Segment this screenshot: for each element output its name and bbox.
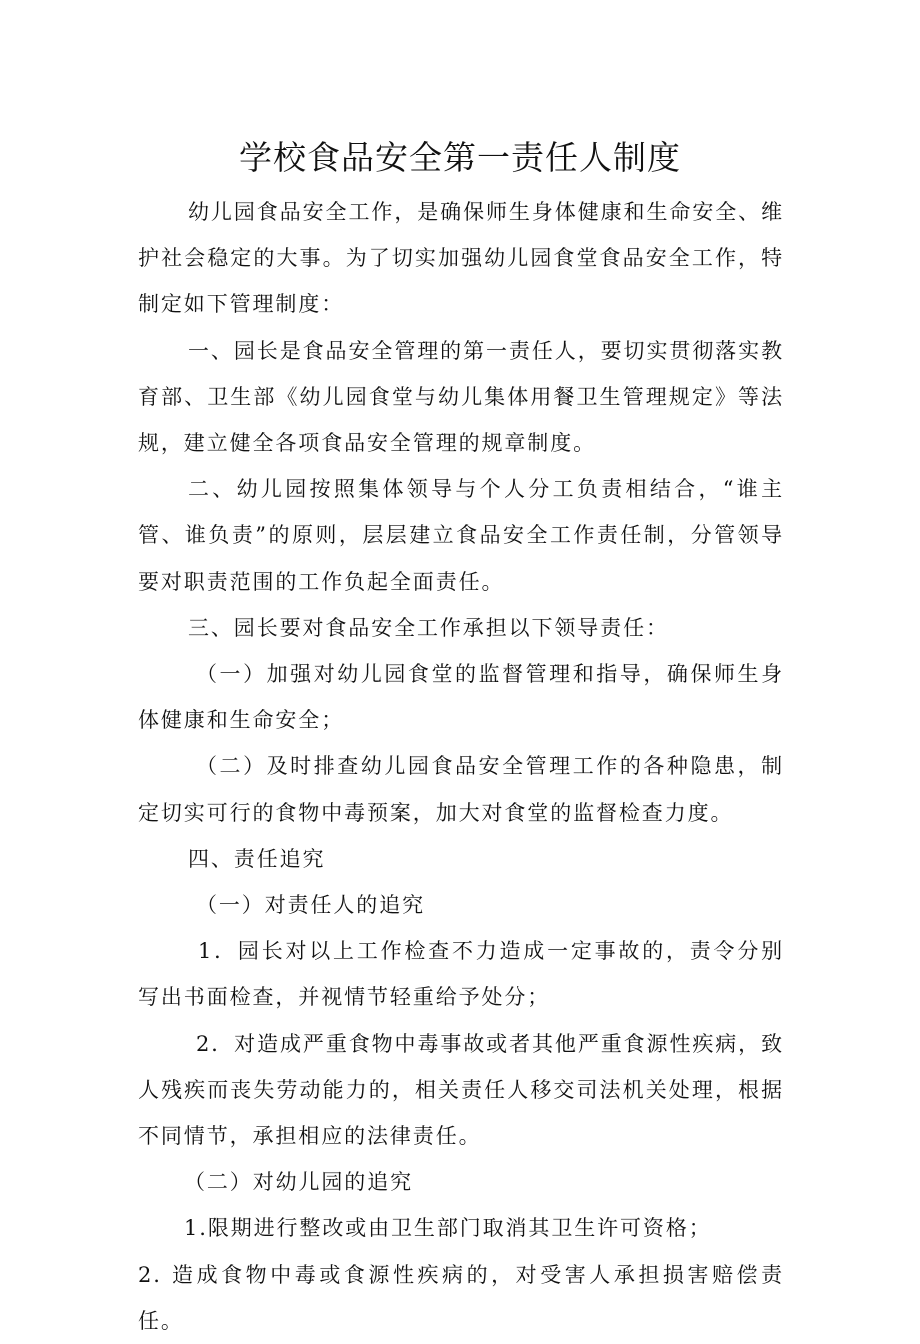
section-4-sub-1-heading: （一）对责任人的追究 xyxy=(196,893,425,918)
section-4-sub-1-item-2: 2．对造成严重食物中毒事故或者其他严重食源性疾病，致人残疾而丧失劳动能力的，相关责任人移交司法机关处理，根据不同情节，承担相应的法律责任。 xyxy=(138,1031,784,1149)
section-4-sub-1-item-1: 1．园长对以上工作检查不力造成一定事故的，责令分别写出书面检查，并视情节轻重给予处分； xyxy=(138,939,784,1010)
section-4-sub-2-item-2: 2. 造成食物中毒或食源性疾病的，对受害人承担损害赔偿责任。 xyxy=(138,1262,784,1333)
section-3-item-2: （二）及时排查幼儿园食品安全管理工作的各种隐患，制定切实可行的食物中毒预案，加大对食堂的监督检查力度。 xyxy=(138,754,784,825)
section-1-paragraph: 一、园长是食品安全管理的第一责任人，要切实贯彻落实教育部、卫生部《幼儿园食堂与幼儿集体用餐卫生管理规定》等法规，建立健全各项食品安全管理的规章制度。 xyxy=(138,338,784,456)
document-title: 学校食品安全第一责任人制度 xyxy=(239,138,681,177)
section-4-sub-2-heading: （二）对幼儿园的追究 xyxy=(184,1170,413,1195)
section-4-sub-2-item-1: 1.限期进行整改或由卫生部门取消其卫生许可资格； xyxy=(184,1216,712,1241)
section-3-heading: 三、园长要对食品安全工作承担以下领导责任： xyxy=(188,615,669,640)
section-4-heading: 四、责任追究 xyxy=(188,846,326,871)
section-2-paragraph: 二、幼儿园按照集体领导与个人分工负责相结合，“谁主管、谁负责”的原则，层层建立食品安全工作责任制，分管领导要对职责范围的工作负起全面责任。 xyxy=(138,477,784,594)
document-body xyxy=(138,189,784,1344)
intro-paragraph: 幼儿园食品安全工作，是确保师生身体健康和生命安全、维护社会稳定的大事。为了切实加强幼儿园食堂食品安全工作，特制定如下管理制度： xyxy=(138,200,784,317)
section-3-item-1: （一）加强对幼儿园食堂的监督管理和指导，确保师生身体健康和生命安全； xyxy=(138,662,784,733)
